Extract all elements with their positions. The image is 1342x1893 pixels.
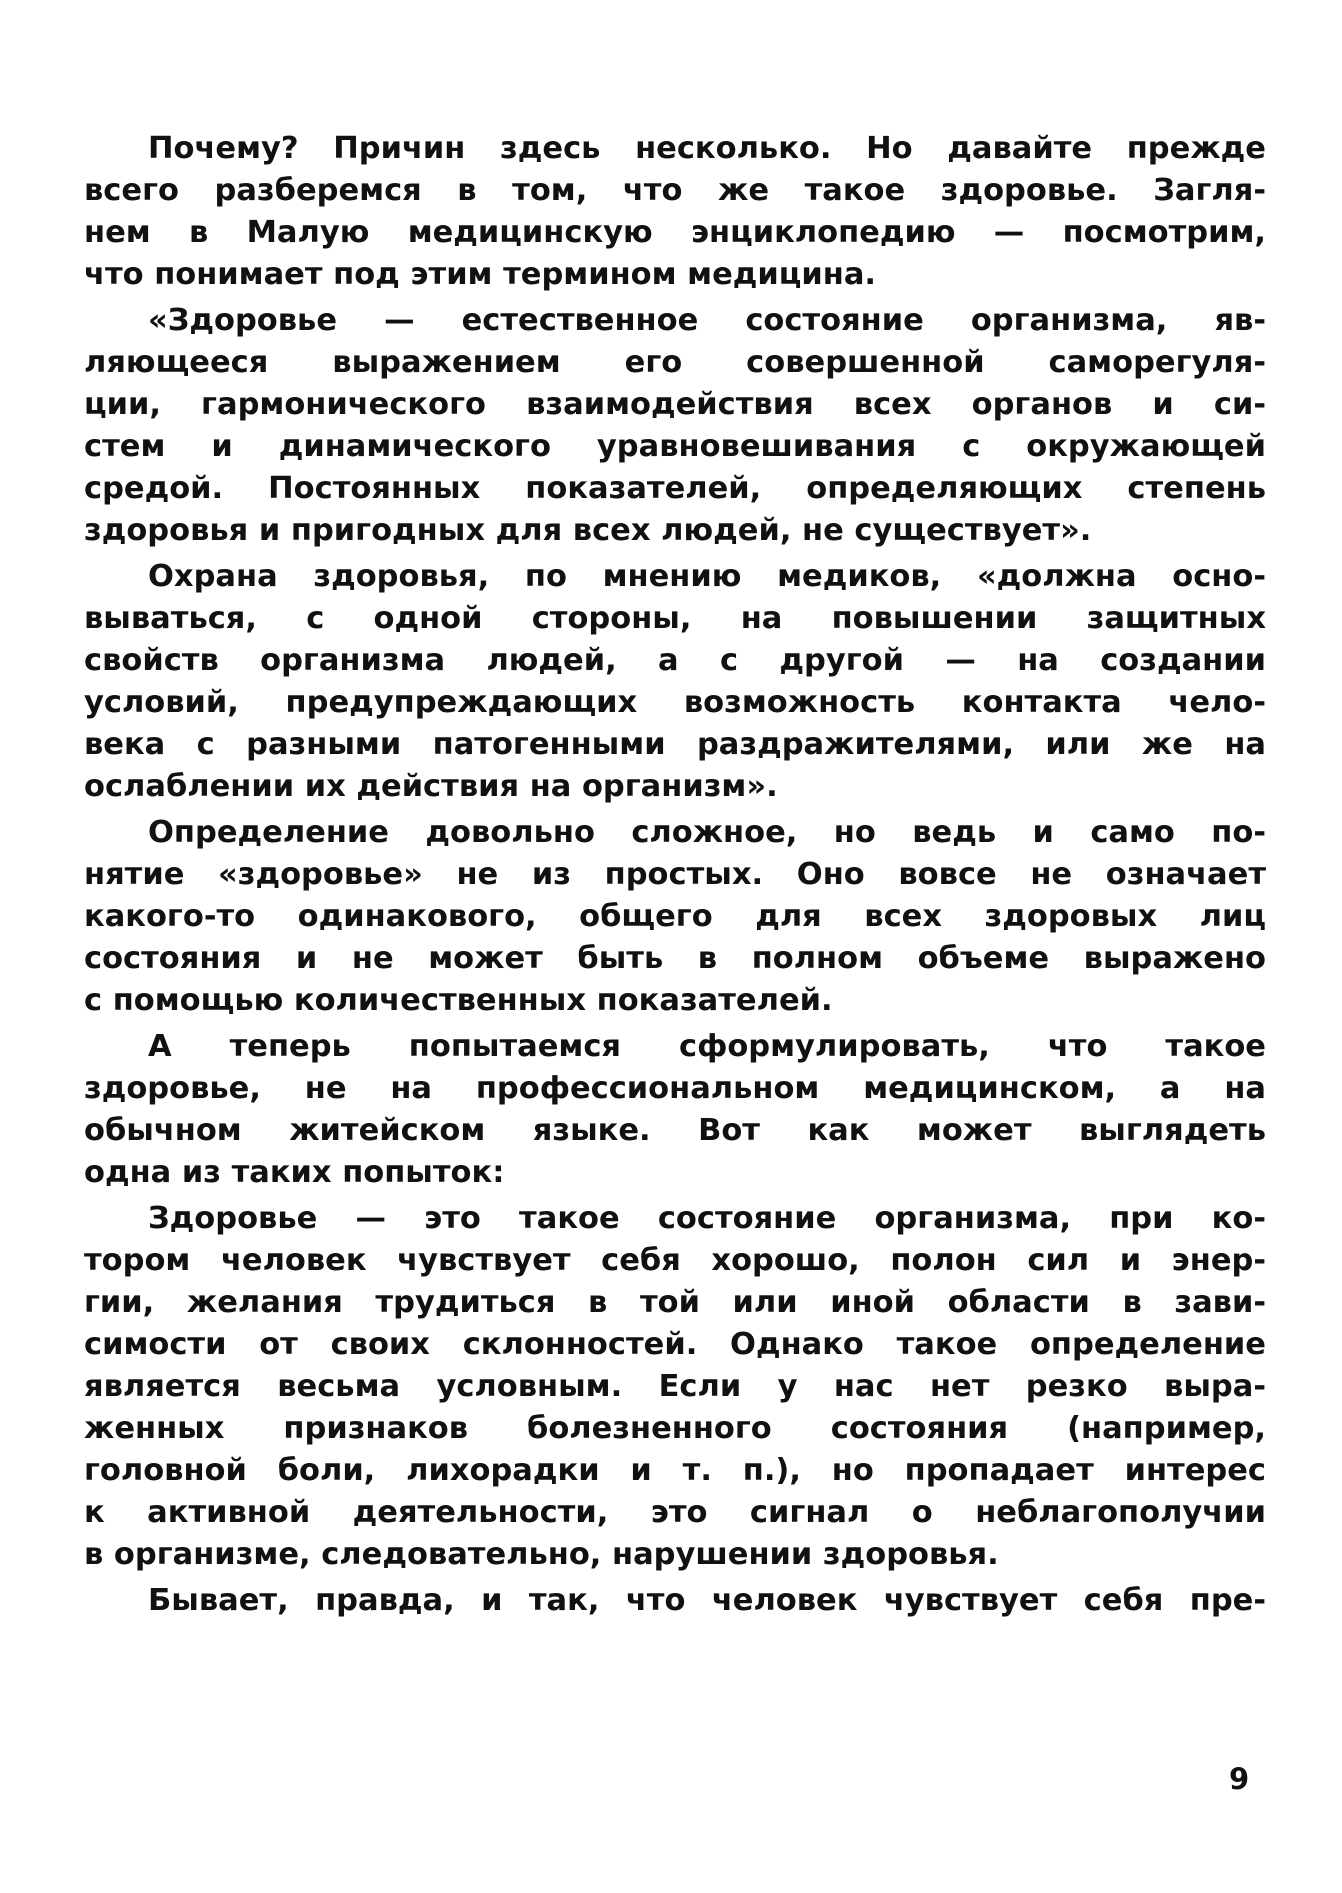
text-line: состояния и не может быть в полном объеме выражено: [84, 941, 1266, 976]
text-line: нем в Малую медицинскую энциклопедию — посмотрим,: [84, 215, 1266, 250]
text-line: является весьма условным. Если у нас нет резко выра-: [84, 1369, 1266, 1404]
body-text: [84, 128, 1266, 1622]
text-line: Здоровье — это такое состояние организма, при ко-: [148, 1201, 1266, 1236]
text-line: симости от своих склонностей. Однако такое определение: [84, 1327, 1266, 1362]
text-line: здоровья и пригодных для всех людей, не существует».: [84, 513, 1092, 548]
text-line: с помощью количественных показателей.: [84, 983, 833, 1018]
text-line: что понимает под этим термином медицина.: [84, 257, 877, 292]
text-line: Почему? Причин здесь несколько. Но давайте прежде: [148, 131, 1266, 166]
text-line: А теперь попытаемся сформулировать, что такое: [148, 1029, 1266, 1064]
text-line: гии, желания трудиться в той или иной области в зави-: [84, 1285, 1266, 1320]
text-line: какого-то одинакового, общего для всех здоровых лиц: [84, 899, 1266, 934]
text-line: свойств организма людей, а с другой — на создании: [84, 643, 1266, 678]
text-line: к активной деятельности, это сигнал о неблагополучии: [84, 1495, 1266, 1530]
text-line: «Здоровье — естественное состояние организма, яв-: [148, 303, 1266, 338]
text-line: Определение довольно сложное, но ведь и само по-: [148, 815, 1266, 850]
text-line: одна из таких попыток:: [84, 1155, 505, 1190]
text-line: вываться, с одной стороны, на повышении защитных: [84, 601, 1266, 636]
text-line: нятие «здоровье» не из простых. Оно вовсе не означает: [84, 857, 1266, 892]
text-line: ляющееся выражением его совершенной саморегуля-: [84, 345, 1266, 380]
text-line: тором человек чувствует себя хорошо, полон сил и энер-: [84, 1243, 1266, 1278]
text-line: ции, гармонического взаимодействия всех органов и си-: [84, 387, 1266, 422]
text-line: обычном житейском языке. Вот как может выглядеть: [84, 1113, 1266, 1148]
text-line: здоровье, не на профессиональном медицинском, а на: [84, 1071, 1266, 1106]
text-line: в организме, следовательно, нарушении здоровья.: [84, 1537, 999, 1572]
text-line: века с разными патогенными раздражителями, или же на: [84, 727, 1266, 762]
text-line: головной боли, лихорадки и т. п.), но пропадает интерес: [84, 1453, 1266, 1488]
text-line: Охрана здоровья, по мнению медиков, «должна осно-: [148, 559, 1266, 594]
text-line: женных признаков болезненного состояния (например,: [84, 1411, 1266, 1446]
text-line: стем и динамического уравновешивания с окружающей: [84, 429, 1266, 464]
text-line: Бывает, правда, и так, что человек чувствует себя пре-: [148, 1583, 1266, 1618]
text-line: всего разберемся в том, что же такое здоровье. Загля-: [84, 173, 1266, 208]
text-line: условий, предупреждающих возможность контакта чело-: [84, 685, 1266, 720]
text-line: ослаблении их действия на организм».: [84, 769, 778, 804]
page-number: 9: [1229, 1762, 1250, 1796]
text-line: средой. Постоянных показателей, определяющих степень: [84, 471, 1266, 506]
